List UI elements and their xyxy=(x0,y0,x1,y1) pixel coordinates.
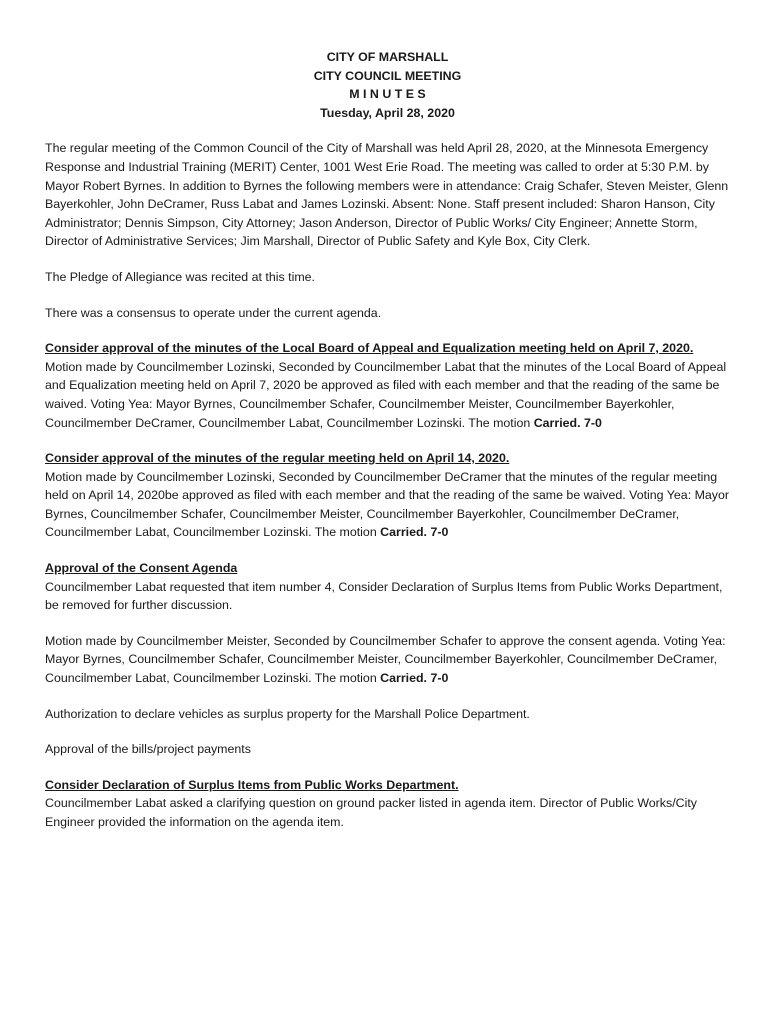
section-title: Consider approval of the minutes of the Local Board of Appeal and Equalization meeting held on April 7, 2020. xyxy=(45,341,694,356)
section-body: Motion made by Councilmember Lozinski, Seconded by Councilmember DeCramer that the minutes of the regular meeting held on April 14, 2020be approved as filed with each member and that the reading of the same be waived. Voting Yea: Mayor Byrnes, Councilmember Schafer, Councilmember Meister, Councilmember Bayerkohler, Councilmember DeCramer, Councilmember Labat, Councilmember Lozinski. The motion xyxy=(45,469,729,540)
meeting-date: Tuesday, April 28, 2020 xyxy=(320,105,455,120)
consent-motion-body: Motion made by Councilmember Meister, Seconded by Councilmember Schafer to approve the consent agenda. Voting Yea: Mayor Byrnes, Councilmember Schafer, Councilmember Meister, Councilmember Bayerkohler, Councilmember DeCramer, Councilmember Labat, Councilmember Lozinski. The motion xyxy=(45,633,726,686)
section-title: Consider approval of the minutes of the regular meeting held on April 14, 2020. xyxy=(45,451,510,466)
minutes-document xyxy=(45,48,730,849)
city-name: CITY OF MARSHALL xyxy=(326,50,449,64)
minutes-title: M I N U T E S xyxy=(349,87,426,102)
consent-request: Councilmember Labat requested that item number 4, Consider Declaration of Surplus Items from Public Works Department, be removed for further discussion. xyxy=(45,579,723,613)
document-header xyxy=(45,48,730,122)
motion-result: Carried. 7-0 xyxy=(533,415,602,430)
motion-result: Carried. 7-0 xyxy=(380,525,449,540)
agenda-consensus-paragraph: There was a consensus to operate under the current agenda. xyxy=(45,305,382,320)
section-consent-agenda xyxy=(45,559,730,615)
section-body: Councilmember Labat asked a clarifying question on ground packer listed in agenda item. Director of Public Works/City Engineer provided the information on the agenda item. xyxy=(45,796,697,829)
section-surplus-items xyxy=(45,776,730,832)
meeting-title: CITY COUNCIL MEETING xyxy=(313,68,462,83)
consent-motion xyxy=(45,632,730,688)
section-board-of-appeal xyxy=(45,339,730,432)
section-title: Approval of the Consent Agenda xyxy=(45,561,238,576)
consent-item-vehicles: Authorization to declare vehicles as surplus property for the Marshall Police Department. xyxy=(45,706,530,721)
consent-item-bills: Approval of the bills/project payments xyxy=(45,742,251,757)
section-title: Consider Declaration of Surplus Items from Public Works Department. xyxy=(45,777,459,792)
motion-result: Carried. 7-0 xyxy=(380,671,449,686)
section-regular-meeting xyxy=(45,449,730,542)
pledge-paragraph: The Pledge of Allegiance was recited at this time. xyxy=(45,269,315,284)
section-body: Motion made by Councilmember Lozinski, Seconded by Councilmember Labat that the minutes of the Local Board of Appeal and Equalization meeting held on April 7, 2020 be approved as filed with each member and that the reading of the same be waived. Voting Yea: Mayor Byrnes, Councilmember Schafer, Councilmember Meister, Councilmember Bayerkohler, Councilmember DeCramer, Councilmember Labat, Councilmember Lozinski. The motion xyxy=(45,359,727,430)
intro-paragraph: The regular meeting of the Common Council of the City of Marshall was held April 28, 2020, at the Minnesota Emergency Response and Industrial Training (MERIT) Center, 1001 West Erie Road. The meeting was called to order at 5:30 P.M. by Mayor Robert Byrnes. In addition to Byrnes the following members were in attendance: Craig Schafer, Steven Meister, Glenn Bayerkohler, John DeCramer, Russ Labat and James Lozinski. Absent: None. Staff present included: Sharon Hanson, City Administrator; Dennis Simpson, City Attorney; Jason Anderson, Director of Public Works/ City Engineer; Annette Storm, Director of Administrative Services; Jim Marshall, Director of Public Safety and Kyle Box, City Clerk. xyxy=(45,141,729,249)
